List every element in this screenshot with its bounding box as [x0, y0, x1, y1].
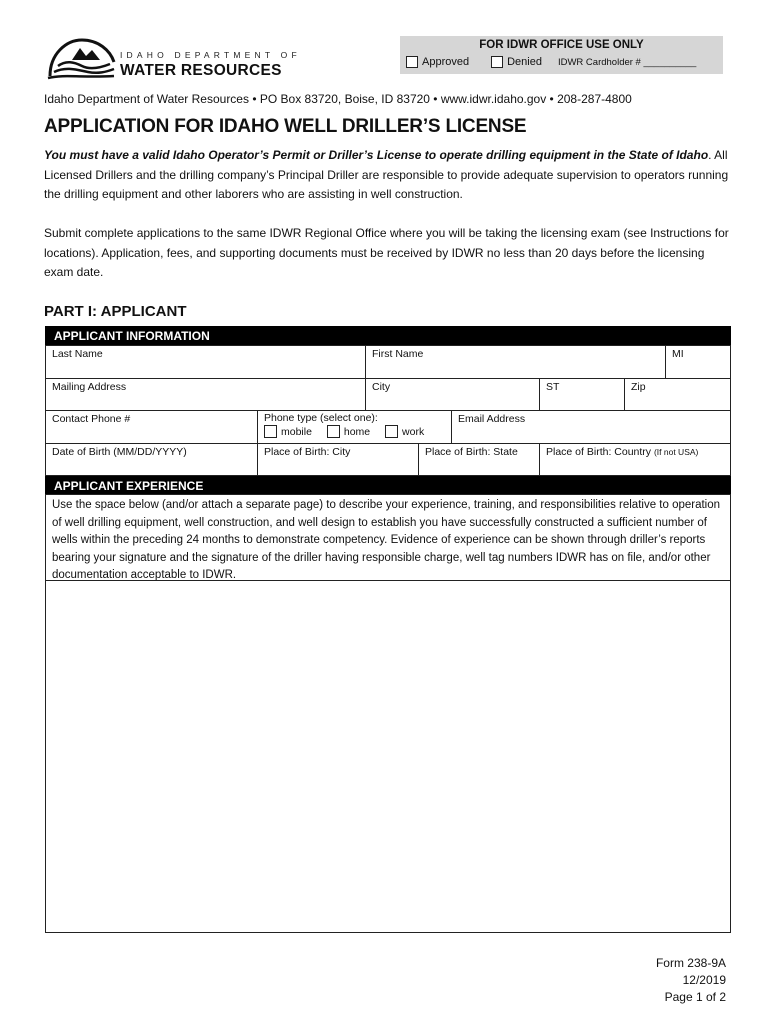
email-field[interactable]	[451, 410, 731, 444]
home-checkbox[interactable]	[327, 425, 340, 438]
experience-instructions: Use the space below (and/or attach a separate page) to describe your experience, training, and responsibilities relative to operation of well drilling equipment, well construction, and well design to establish you have successfully constructed a sufficient number of wells within the preceding 24 months to demonstrate competency. Evidence of experience can be shown through driller’s reports bearing your signature and the signature of the driller having responsible charge, well tag numbers IDWR has on file, and/or other documentation acceptable to IDWR.	[45, 494, 731, 581]
phone-type-label: Phone type (select one):	[264, 412, 378, 424]
denied-label: Denied	[507, 56, 542, 68]
home-label: home	[343, 425, 371, 438]
form-footer	[656, 955, 726, 1006]
work-checkbox[interactable]	[385, 425, 398, 438]
mobile-checkbox[interactable]	[264, 425, 277, 438]
office-use-box	[400, 36, 723, 74]
mountain-icon	[72, 48, 100, 60]
pob-country-field[interactable]	[539, 443, 731, 476]
page-number: Page 1 of 2	[664, 990, 726, 1004]
mi-label: MI	[672, 348, 684, 360]
pob-city-label: Place of Birth: City	[264, 446, 351, 458]
zip-label: Zip	[631, 381, 646, 393]
office-use-row	[406, 56, 696, 68]
form-date: 12/2019	[682, 973, 726, 987]
dob-field[interactable]	[45, 443, 258, 476]
first-name-field[interactable]	[365, 345, 666, 379]
logo-text-main: WATER RESOURCES	[120, 62, 282, 79]
page-title: APPLICATION FOR IDAHO WELL DRILLER’S LICENSE	[44, 116, 527, 137]
mailing-address-field[interactable]	[45, 378, 366, 411]
mobile-label: mobile	[281, 425, 312, 438]
intro-requirement: You must have a valid Idaho Operator’s Permit or Driller’s License to operate drilling equipment in the State of Idaho	[44, 148, 709, 162]
logo-text-top: IDAHO DEPARTMENT OF	[120, 50, 301, 60]
last-name-field[interactable]	[45, 345, 366, 379]
phone-type-field	[257, 410, 452, 444]
agency-address: Idaho Department of Water Resources • PO Box 83720, Boise, ID 83720 • www.idwr.idaho.gov • 208-287-4800	[44, 92, 632, 106]
denied-checkbox[interactable]	[491, 56, 503, 68]
city-field[interactable]	[365, 378, 540, 411]
first-name-label: First Name	[372, 348, 424, 360]
intro-paragraph	[44, 146, 734, 205]
approved-label: Approved	[422, 56, 470, 68]
work-label: work	[402, 425, 425, 438]
pob-city-field[interactable]	[257, 443, 419, 476]
cardholder-field[interactable]: IDWR Cardholder # __________	[557, 56, 697, 68]
intro-supervision: All Licensed Drillers and the drilling company’s Principal Driller are responsible to provide adequate supervision to operators running the drilling equipment and other laborers who are assisting in well construction.	[44, 148, 729, 201]
mailing-address-label: Mailing Address	[52, 381, 127, 393]
pob-country-note: (If not USA)	[653, 447, 699, 457]
state-field[interactable]	[539, 378, 625, 411]
submission-paragraph: Submit complete applications to the same IDWR Regional Office where you will be taking the licensing exam (see Instructions for locations). Application, fees, and supporting documents must be received by IDWR no less than 20 days before the licensing exam date.	[44, 226, 729, 279]
city-label: City	[372, 381, 391, 393]
email-label: Email Address	[458, 413, 526, 425]
applicant-info-header: APPLICANT INFORMATION	[45, 326, 731, 345]
zip-field[interactable]	[624, 378, 731, 411]
pob-state-label: Place of Birth: State	[425, 446, 518, 458]
experience-header: APPLICANT EXPERIENCE	[45, 476, 731, 495]
contact-phone-label: Contact Phone #	[52, 413, 131, 425]
form-number: Form 238-9A	[655, 956, 726, 970]
dob-label: Date of Birth (MM/DD/YYYY)	[52, 446, 187, 458]
office-use-title: FOR IDWR OFFICE USE ONLY	[479, 39, 644, 51]
contact-phone-field[interactable]	[45, 410, 258, 444]
pob-state-field[interactable]	[418, 443, 540, 476]
state-label: ST	[546, 381, 560, 393]
mi-field[interactable]	[665, 345, 731, 379]
part1-title: PART I: APPLICANT	[44, 303, 187, 320]
approved-checkbox[interactable]	[406, 56, 418, 68]
pob-country-label: Place of Birth: Country	[546, 446, 652, 458]
intro-period: .	[708, 148, 712, 162]
last-name-label: Last Name	[52, 348, 103, 360]
experience-textarea[interactable]	[45, 580, 731, 933]
